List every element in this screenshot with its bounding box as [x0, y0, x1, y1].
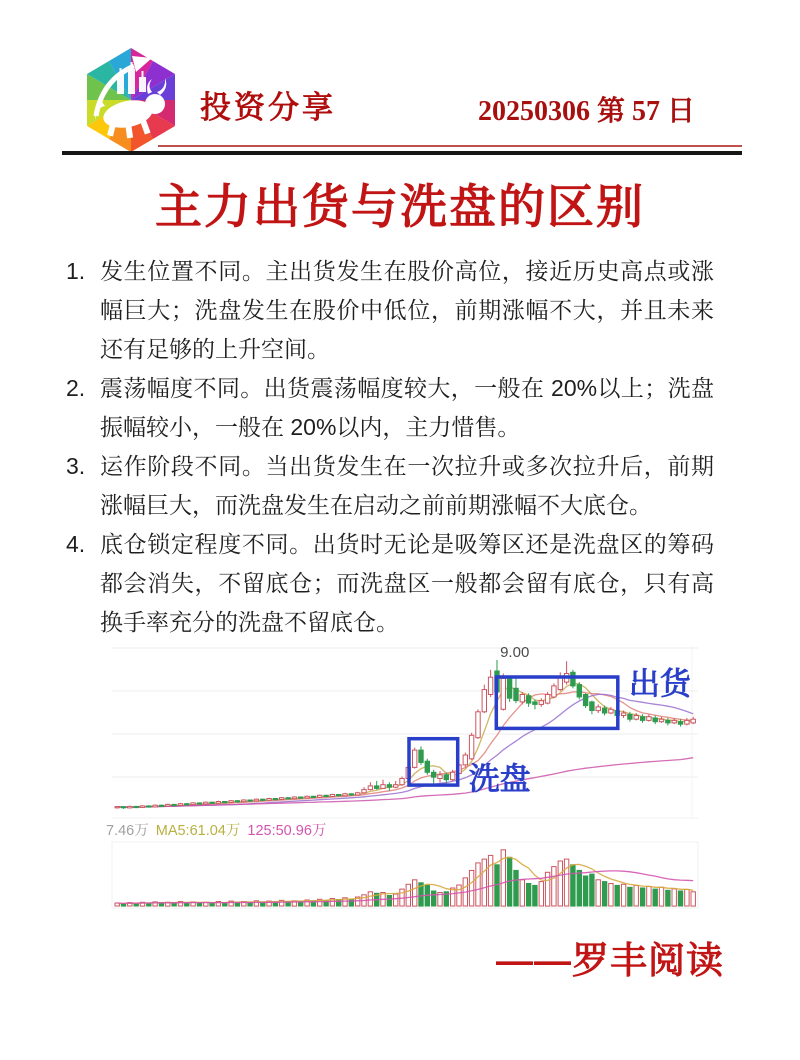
signature: ——罗丰阅读	[496, 940, 724, 981]
header-rule-red	[158, 145, 742, 147]
bull-chart-logo	[76, 44, 186, 156]
list-item-number: 4.	[66, 531, 86, 557]
points-list	[64, 252, 714, 642]
brand-title: 投资分享	[200, 90, 336, 125]
list-item-number: 1.	[66, 258, 86, 284]
volume-indicator-label	[106, 819, 333, 840]
annotation-label: 洗盘	[468, 761, 531, 797]
volume-label-segment: MA5:61.04万	[155, 823, 241, 839]
header-rule-black	[62, 151, 742, 155]
list-item	[64, 525, 714, 642]
candlestick-chart	[0, 638, 800, 930]
list-item-text: 底仓锁定程度不同。出货时无论是吸筹区还是洗盘区的筹码都会消失，不留底仓；而洗盘区一般都会留有底仓，只有高换手率充分的洗盘不留底仓。	[100, 531, 714, 635]
annotation-label: 出货	[628, 666, 691, 702]
peak-price-label: 9.00	[500, 643, 530, 661]
list-item-text: 发生位置不同。主出货发生在股价高位，接近历史高点或涨幅巨大；洗盘发生在股价中低位，前期涨幅不大，并且未来还有足够的上升空间。	[100, 258, 714, 362]
volume-label-segment: 125:50.96万	[247, 823, 327, 839]
list-item-number: 2.	[66, 375, 86, 401]
list-item	[64, 447, 714, 525]
list-item-text: 震荡幅度不同。出货震荡幅度较大，一般在 20%以上；洗盘振幅较小，一般在 20%以内，主力惜售。	[100, 375, 714, 440]
list-item	[64, 369, 714, 447]
stock-chart	[0, 638, 800, 930]
volume-label-segment: 7.46万	[106, 823, 149, 839]
issue-date: 20250306 第 57 日	[478, 96, 696, 127]
list-item	[64, 252, 714, 369]
list-item-text: 运作阶段不同。当出货发生在一次拉升或多次拉升后，前期涨幅巨大，而洗盘发生在启动之前前期涨幅不大底仓。	[100, 453, 714, 518]
page-title: 主力出货与洗盘的区别	[155, 180, 645, 233]
list-item-number: 3.	[66, 453, 86, 479]
